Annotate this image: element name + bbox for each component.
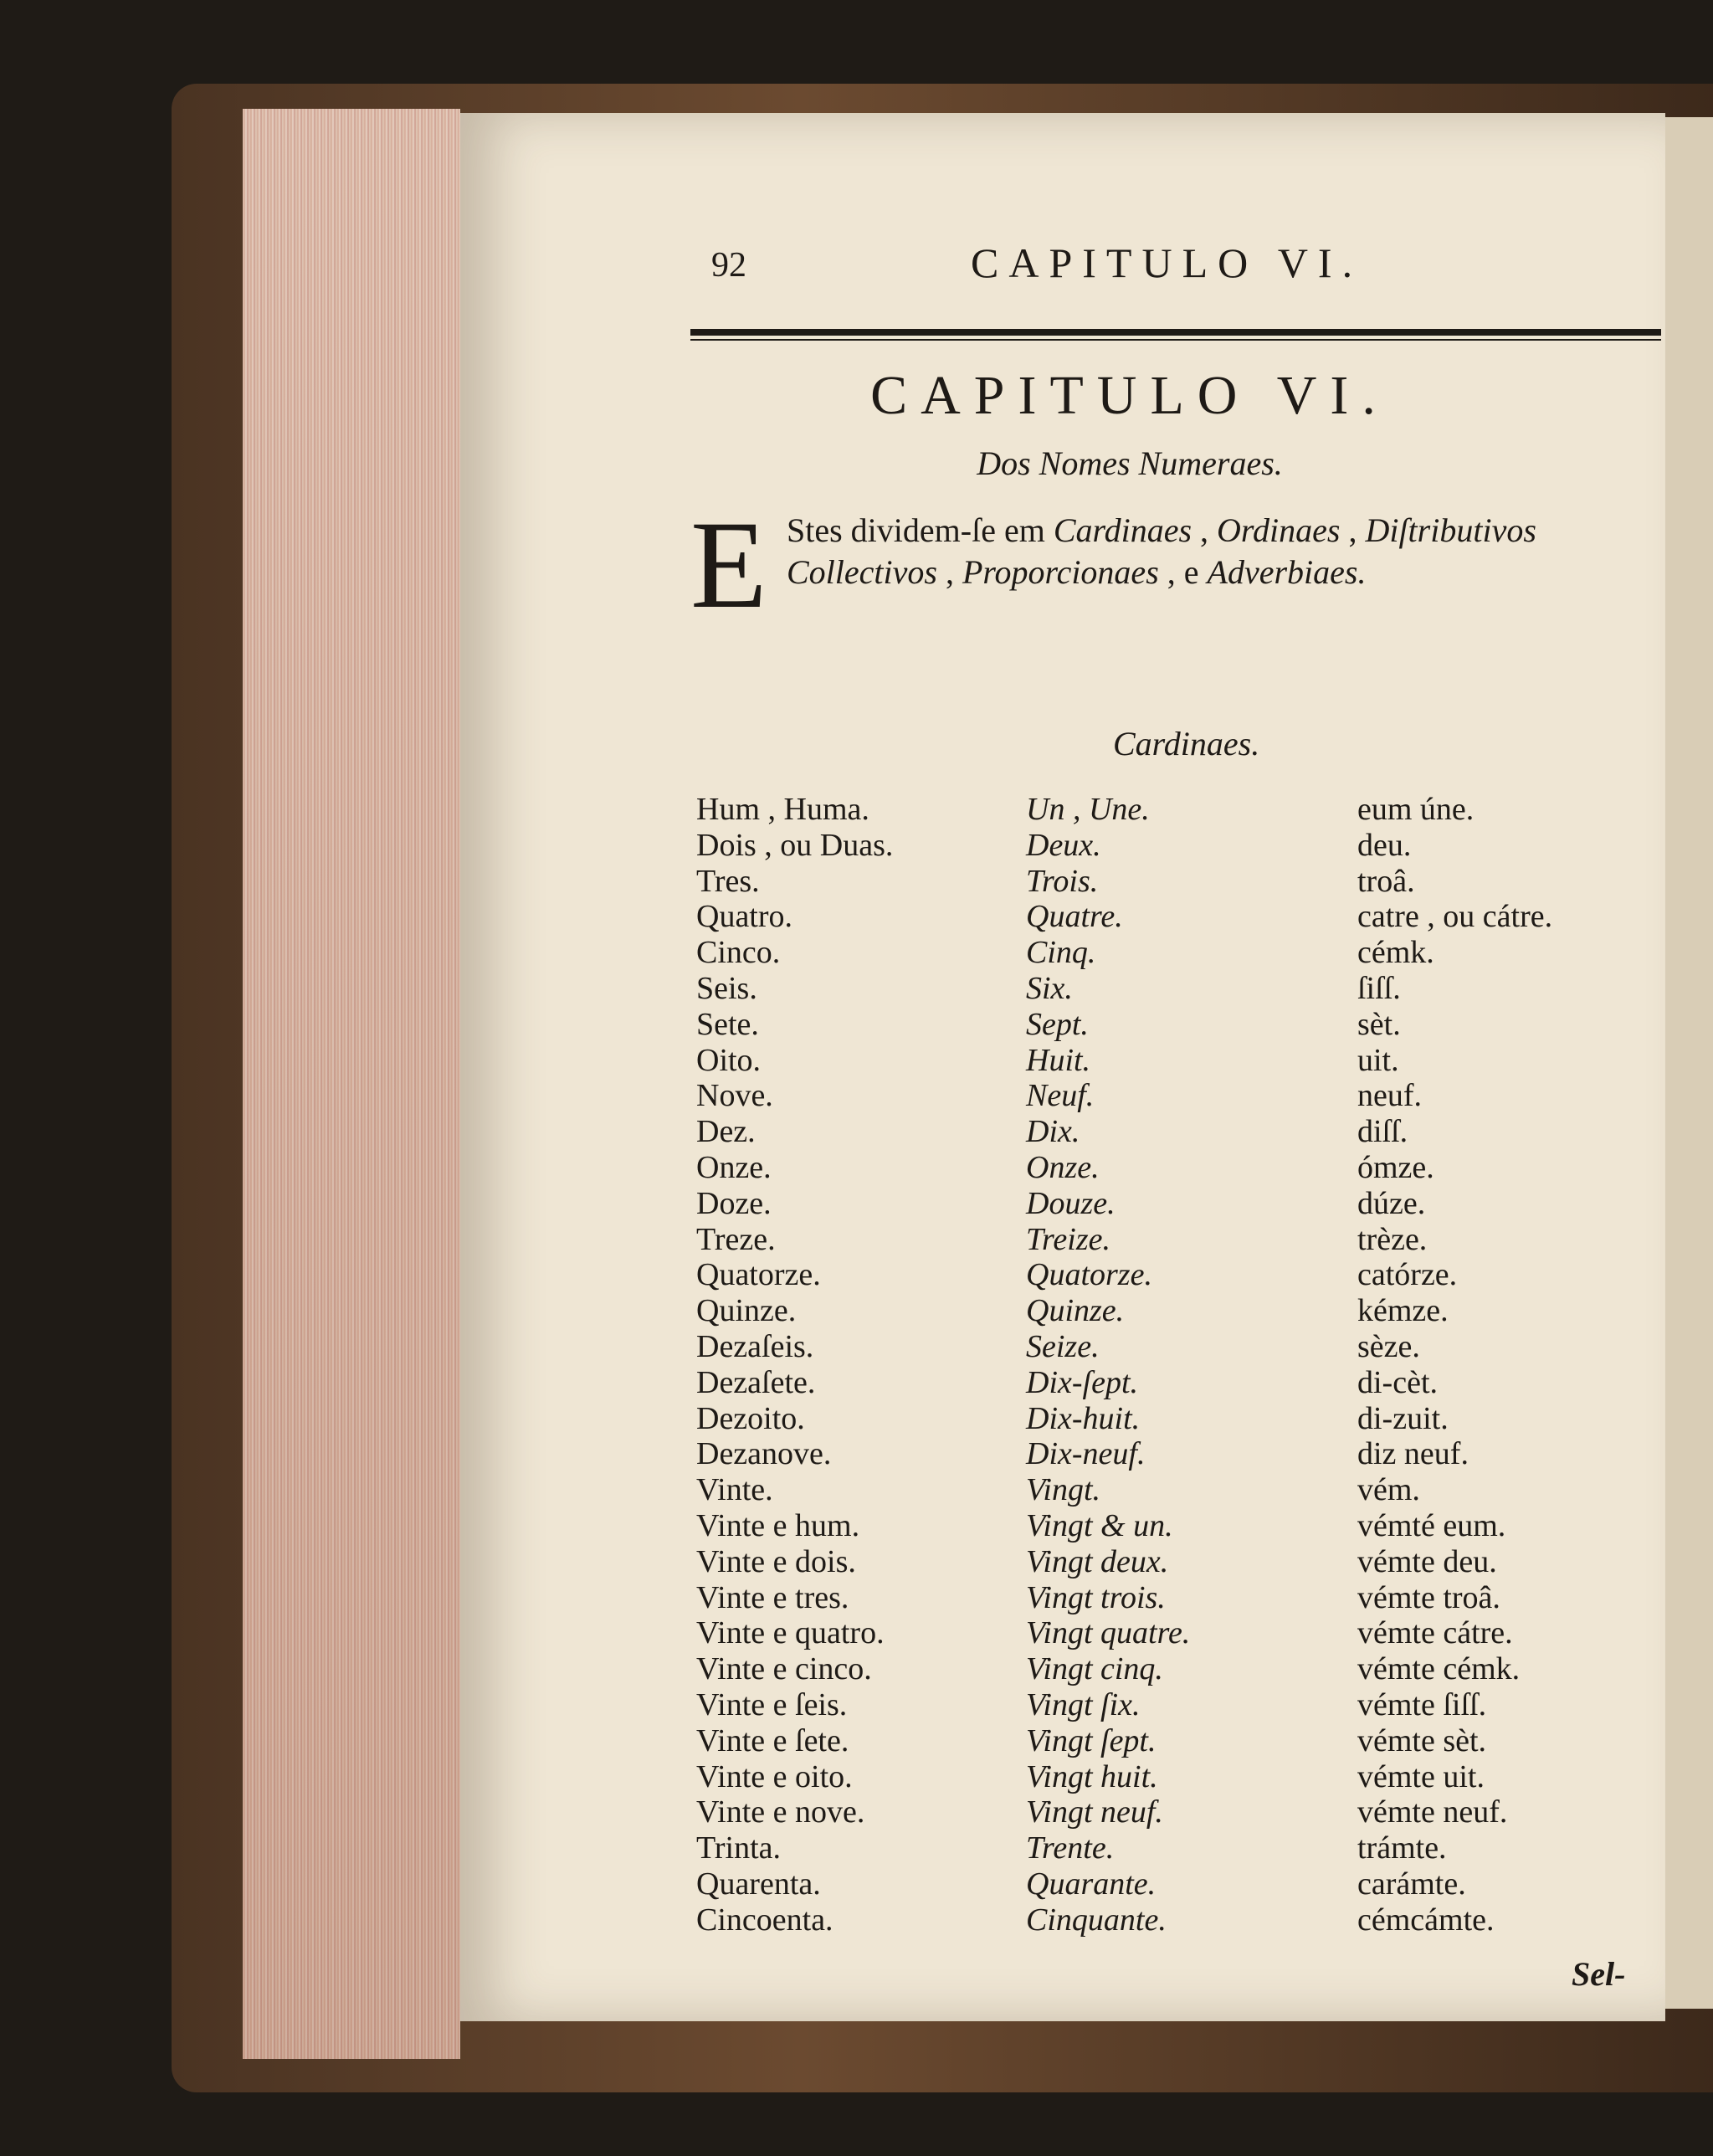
french-cell: Vingt deux. [1026, 1543, 1169, 1579]
pronunciation-cell: eum úne. [1357, 792, 1475, 827]
french-cell: Treize. [1026, 1221, 1110, 1257]
french-cell: Vingt neuf. [1026, 1794, 1163, 1830]
book-page [460, 113, 1665, 2021]
chapter-title: CAPITULO VI. [870, 365, 1389, 426]
pronunciation-cell: dúze. [1357, 1185, 1426, 1221]
pronunciation-cell: troâ. [1357, 863, 1415, 899]
french-cell: Six. [1026, 970, 1073, 1006]
portuguese-cell: Quinze. [696, 1293, 797, 1329]
pronunciation-cell: catre , ou cátre. [1357, 899, 1553, 935]
header-rule-thin [690, 339, 1661, 341]
pronunciation-cell: catórze. [1357, 1257, 1458, 1293]
pronunciation-cell: vémte troâ. [1357, 1579, 1500, 1615]
portuguese-cell: Seis. [696, 970, 757, 1006]
french-cell: Dix-huit. [1026, 1400, 1141, 1436]
portuguese-cell: Hum , Huma. [696, 792, 869, 827]
pronunciation-cell: vémte deu. [1357, 1543, 1497, 1579]
portuguese-cell: Vinte e ſeis. [696, 1686, 848, 1722]
french-cell: Vingt huit. [1026, 1758, 1158, 1794]
french-cell: Vingt & un. [1026, 1507, 1173, 1543]
french-cell: Deux. [1026, 827, 1101, 863]
french-cell: Cinq. [1026, 935, 1096, 971]
portuguese-cell: Dezaſete. [696, 1364, 816, 1400]
french-cell: Vingt ſix. [1026, 1686, 1141, 1722]
pronunciation-cell: carámte. [1357, 1866, 1466, 1902]
portuguese-cell: Vinte e hum. [696, 1507, 860, 1543]
french-cell: Neuf. [1026, 1078, 1095, 1114]
french-cell: Cinquante. [1026, 1902, 1167, 1938]
pronunciation-cell: kémze. [1357, 1293, 1449, 1329]
portuguese-cell: Vinte e cinco. [696, 1651, 872, 1687]
pronunciation-cell: trèze. [1357, 1221, 1428, 1257]
french-cell: Quatorze. [1026, 1257, 1152, 1293]
intro-line-1: Stes dividem-ſe em Cardinaes , Ordinaes , Diſtributivos [787, 511, 1536, 549]
catchword: Sel- [1572, 1955, 1626, 1993]
pronunciation-cell: vémte neuf. [1357, 1794, 1508, 1830]
pronunciation-cell: vémté eum. [1357, 1507, 1506, 1543]
french-cell: Vingt quatre. [1026, 1615, 1191, 1651]
intro-line-2: Collectivos , Proporcionaes , e Adverbiaes. [787, 553, 1367, 591]
portuguese-cell: Onze. [696, 1149, 772, 1185]
page-number: 92 [711, 246, 746, 285]
portuguese-cell: Cincoenta. [696, 1902, 833, 1938]
french-cell: Quinze. [1026, 1293, 1125, 1329]
french-cell: Huit. [1026, 1042, 1091, 1078]
pronunciation-cell: vém. [1357, 1472, 1420, 1508]
portuguese-cell: Vinte e dois. [696, 1543, 856, 1579]
pronunciation-cell: di-cèt. [1357, 1364, 1439, 1400]
portuguese-cell: Trinta. [696, 1830, 782, 1866]
french-cell: Vingt cinq. [1026, 1651, 1163, 1687]
pronunciation-cell: cémk. [1357, 935, 1434, 971]
pronunciation-cell: vémte cátre. [1357, 1615, 1513, 1651]
pronunciation-cell: ſiſſ. [1357, 970, 1401, 1006]
portuguese-cell: Vinte e tres. [696, 1579, 849, 1615]
french-cell: Dix. [1026, 1114, 1080, 1150]
french-cell: Dix-ſept. [1026, 1364, 1139, 1400]
running-title: CAPITULO VI. [971, 239, 1363, 286]
facing-page-edge [1661, 117, 1713, 2009]
pronunciation-cell: sèze. [1357, 1328, 1420, 1364]
french-cell: Vingt trois. [1026, 1579, 1166, 1615]
french-cell: Quarante. [1026, 1866, 1157, 1902]
pronunciation-cell: diſſ. [1357, 1114, 1408, 1150]
french-cell: Quatre. [1026, 899, 1123, 935]
pronunciation-cell: ómze. [1357, 1149, 1434, 1185]
header-rule [690, 329, 1661, 336]
portuguese-cell: Vinte e ſete. [696, 1722, 849, 1758]
portuguese-cell: Dezoito. [696, 1400, 805, 1436]
portuguese-cell: Dois , ou Duas. [696, 827, 894, 863]
running-head [711, 239, 1644, 305]
pronunciation-cell: diz neuf. [1357, 1436, 1469, 1472]
french-cell: Seize. [1026, 1328, 1100, 1364]
french-cell: Un , Une. [1026, 792, 1150, 827]
pronunciation-cell: vémte sèt. [1357, 1722, 1487, 1758]
portuguese-cell: Oito. [696, 1042, 762, 1078]
french-cell: Vingt. [1026, 1472, 1101, 1508]
portuguese-cell: Quatro. [696, 899, 793, 935]
french-cell: Vingt ſept. [1026, 1722, 1157, 1758]
pronunciation-cell: uit. [1357, 1042, 1399, 1078]
pronunciation-cell: vémte ſiſſ. [1357, 1686, 1487, 1722]
pronunciation-cell: vémte uit. [1357, 1758, 1485, 1794]
portuguese-cell: Tres. [696, 863, 760, 899]
portuguese-cell: Cinco. [696, 935, 781, 971]
portuguese-cell: Vinte e quatro. [696, 1615, 885, 1651]
page-edges [243, 109, 460, 2059]
portuguese-cell: Quarenta. [696, 1866, 821, 1902]
portuguese-cell: Vinte e nove. [696, 1794, 865, 1830]
section-title: Cardinaes. [1113, 725, 1260, 762]
pronunciation-cell: deu. [1357, 827, 1412, 863]
portuguese-cell: Vinte e oito. [696, 1758, 853, 1794]
portuguese-cell: Dezanove. [696, 1436, 832, 1472]
portuguese-cell: Quatorze. [696, 1257, 821, 1293]
pronunciation-cell: vémte cémk. [1357, 1651, 1521, 1687]
french-cell: Onze. [1026, 1149, 1100, 1185]
portuguese-cell: Sete. [696, 1006, 759, 1042]
french-cell: Sept. [1026, 1006, 1089, 1042]
french-cell: Douze. [1026, 1185, 1116, 1221]
portuguese-cell: Nove. [696, 1078, 773, 1114]
portuguese-cell: Dez. [696, 1114, 756, 1150]
pronunciation-cell: sèt. [1357, 1006, 1401, 1042]
portuguese-cell: Treze. [696, 1221, 776, 1257]
drop-cap: E [690, 495, 767, 634]
french-cell: Dix-neuf. [1026, 1436, 1146, 1472]
portuguese-cell: Dezaſeis. [696, 1328, 814, 1364]
french-cell: Trente. [1026, 1830, 1115, 1866]
chapter-subtitle: Dos Nomes Numeraes. [977, 444, 1283, 482]
pronunciation-cell: trámte. [1357, 1830, 1447, 1866]
pronunciation-cell: cémcámte. [1357, 1902, 1495, 1938]
pronunciation-cell: di-zuit. [1357, 1400, 1449, 1436]
french-cell: Trois. [1026, 863, 1099, 899]
portuguese-cell: Vinte. [696, 1472, 773, 1508]
portuguese-cell: Doze. [696, 1185, 772, 1221]
pronunciation-cell: neuf. [1357, 1078, 1423, 1114]
